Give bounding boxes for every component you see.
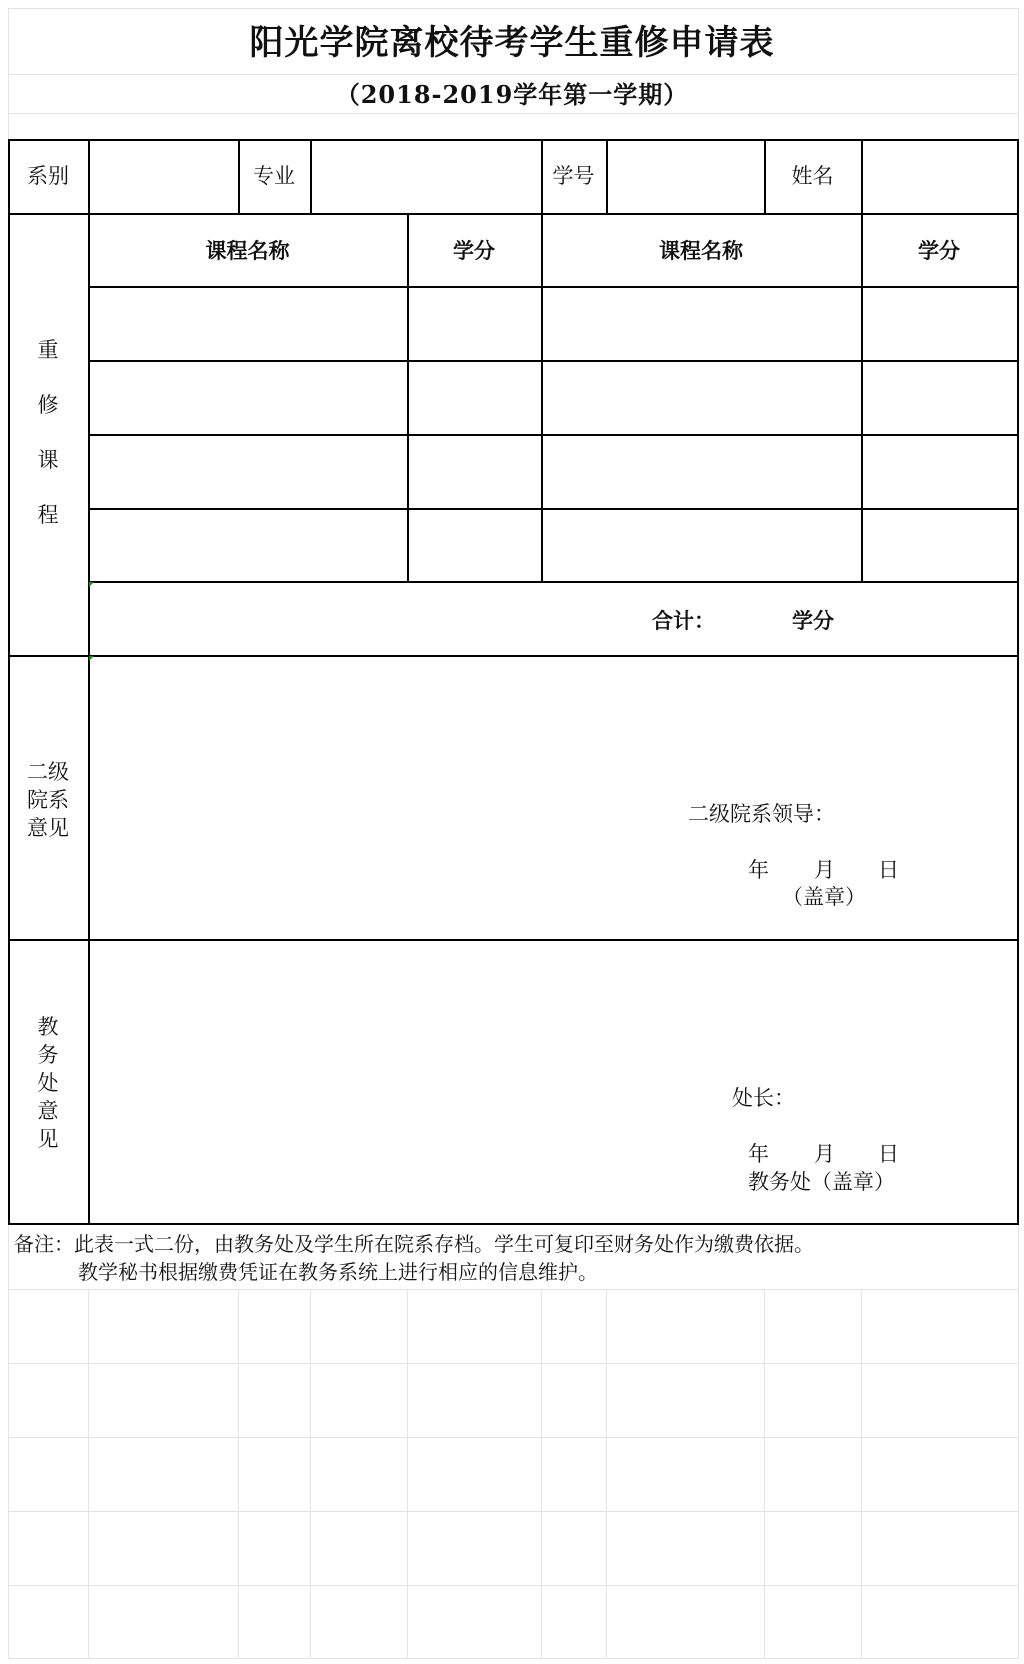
- table-border: [88, 139, 90, 1224]
- grid-line: [407, 1289, 408, 1658]
- grid-line: [764, 1289, 765, 1658]
- dept-opinion-label-line: 二级: [27, 760, 69, 784]
- credit-header: 学分: [918, 238, 960, 263]
- table-border: [88, 434, 1019, 436]
- dept-opinion-label-line: 院系: [27, 788, 69, 812]
- date-year: 年: [748, 1142, 769, 1166]
- academic-label-char: 教: [37, 1015, 59, 1039]
- retake-label-char: 课: [37, 448, 59, 472]
- table-border: [407, 213, 409, 582]
- academic-opinion-label: [8, 1017, 88, 1150]
- name-label: 姓名: [791, 164, 834, 188]
- retake-label-char: 程: [37, 503, 59, 527]
- table-border: [1017, 139, 1019, 1224]
- table-border: [8, 139, 1019, 141]
- remarks-line-1: 备注：此表一式二份，由教务处及学生所在院系存档。学生可复印至财务处作为缴费依据。: [14, 1232, 814, 1256]
- grid-line: [541, 1289, 542, 1658]
- credit-header: 学分: [453, 238, 495, 263]
- dept-opinion-label: [8, 762, 88, 839]
- table-border: [8, 1223, 1019, 1225]
- grid-line: [8, 1585, 1019, 1586]
- academic-label-char: 见: [37, 1127, 59, 1151]
- date-month: 月: [814, 858, 835, 882]
- grid-line: [238, 1289, 239, 1658]
- date-month: 月: [814, 1142, 835, 1166]
- retake-label-char: 重: [37, 338, 59, 362]
- grid-line: [310, 1289, 311, 1658]
- director-label: 处长：: [732, 1086, 795, 1110]
- table-border: [88, 286, 1019, 288]
- date-day: 日: [878, 858, 899, 882]
- table-border: [861, 139, 863, 582]
- table-border: [8, 213, 1019, 215]
- page-title: 阳光学院离校待考学生重修申请表: [249, 23, 775, 63]
- total-unit: 学分: [792, 608, 834, 633]
- student-id-label: 学号: [552, 164, 595, 188]
- total-label: 合计：: [652, 608, 715, 633]
- table-border: [606, 139, 608, 213]
- page-subtitle: （2018-2019学年第一学期）: [335, 80, 689, 109]
- grid-line: [8, 1658, 1019, 1659]
- date-year: 年: [748, 858, 769, 882]
- table-border: [8, 939, 1019, 941]
- dept-seal: （盖章）: [782, 885, 866, 909]
- cell-marker: [89, 656, 94, 661]
- cell-marker: [89, 582, 94, 587]
- course-name-header: 课程名称: [205, 238, 290, 263]
- department-label: 系别: [27, 164, 69, 188]
- table-border: [88, 581, 1019, 583]
- dept-leader-label: 二级院系领导：: [688, 802, 835, 826]
- grid-line: [88, 1289, 89, 1658]
- table-border: [88, 508, 1019, 510]
- grid-line: [861, 1289, 862, 1658]
- grid-line: [8, 8, 1019, 9]
- remarks-line-2: 教学秘书根据缴费凭证在教务系统上进行相应的信息维护。: [78, 1260, 598, 1284]
- retake-courses-label: [8, 340, 88, 526]
- retake-label-char: 修: [37, 393, 59, 417]
- academic-seal: 教务处（盖章）: [748, 1170, 895, 1194]
- academic-label-char: 处: [37, 1071, 59, 1095]
- table-border: [8, 655, 1019, 657]
- grid-line: [8, 113, 1019, 114]
- table-border: [88, 360, 1019, 362]
- grid-line: [8, 1437, 1019, 1438]
- academic-label-char: 意: [37, 1099, 59, 1123]
- course-name-header: 课程名称: [659, 238, 743, 263]
- table-border: [541, 139, 543, 582]
- academic-label-char: 务: [37, 1043, 59, 1067]
- table-border: [310, 139, 312, 213]
- grid-line: [8, 74, 1019, 75]
- grid-line: [8, 1511, 1019, 1512]
- grid-line: [606, 1289, 607, 1658]
- grid-line: [8, 1363, 1019, 1364]
- grid-line: [8, 1289, 1019, 1290]
- major-label: 专业: [253, 164, 295, 188]
- date-day: 日: [878, 1142, 899, 1166]
- dept-opinion-label-line: 意见: [27, 816, 69, 840]
